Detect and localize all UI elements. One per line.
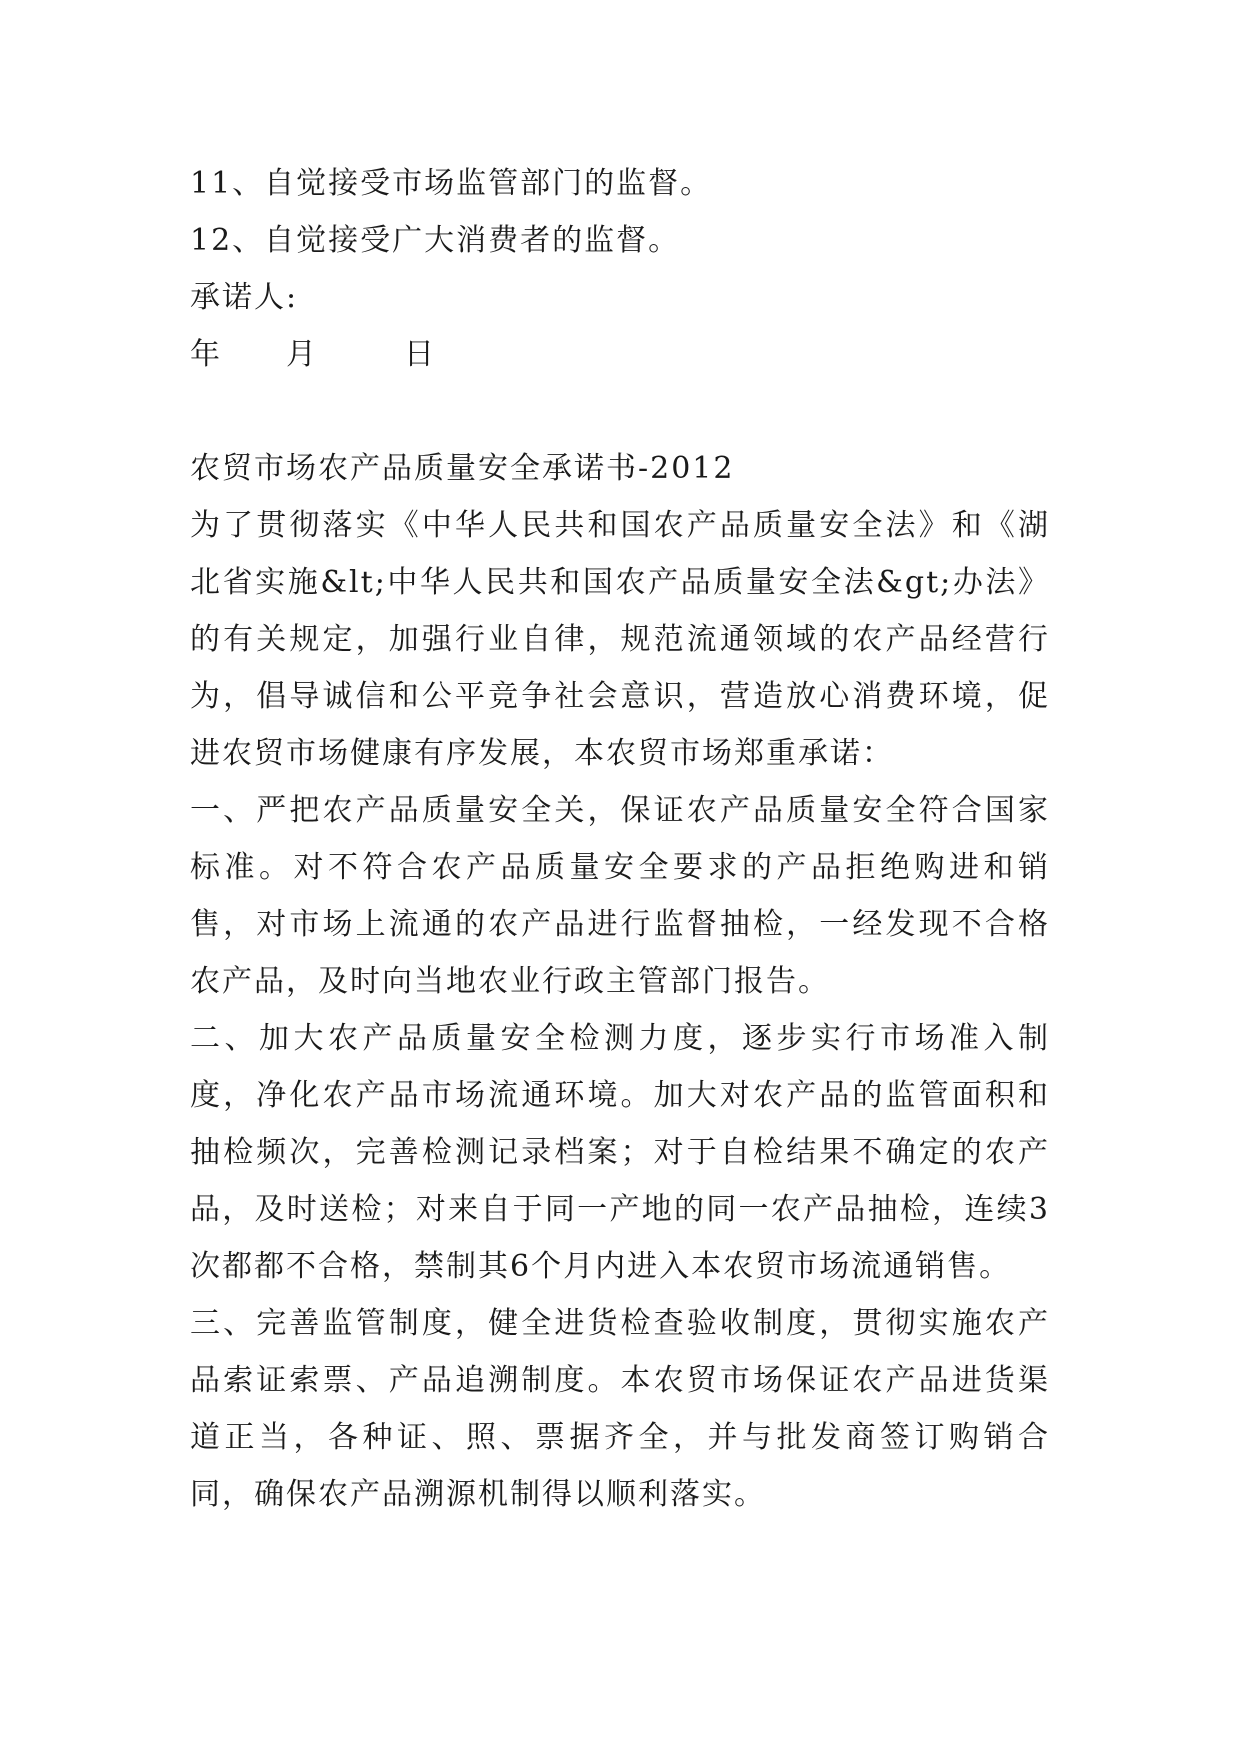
list-item: 11、自觉接受市场监管部门的监督。 bbox=[190, 166, 713, 201]
intro-paragraph: 为了贯彻落实《中华人民共和国农产品质量安全法》和《湖北省实施&lt;中华人民共和国农产品质量安全法&gt;办法》的有关规定，加强行业自律，规范流通领域的农产品经营行为，倡导诚信和公平竞争社会意识，营造放心消费环境，促进农贸市场健康有序发展，本农贸市场郑重承诺： bbox=[190, 508, 1050, 771]
clause-paragraph: 二、加大农产品质量安全检测力度，逐步实行市场准入制度，净化农产品市场流通环境。加大对农产品的监管面积和抽检频次，完善检测记录档案；对于自检结果不确定的农产品，及时送检；对来自于同一产地的同一农产品抽检，连续3次都都不合格，禁制其6个月内进入本农贸市场流通销售。 bbox=[190, 1021, 1050, 1284]
list-item: 12、自觉接受广大消费者的监督。 bbox=[190, 223, 681, 258]
clause-paragraph: 三、完善监管制度，健全进货检查验收制度，贯彻实施农产品索证索票、产品追溯制度。本农贸市场保证农产品进货渠道正当，各种证、照、票据齐全，并与批发商签订购销合同，确保农产品溯源机制得以顺利落实。 bbox=[190, 1306, 1050, 1512]
document-title: 农贸市场农产品质量安全承诺书-2012 bbox=[190, 451, 735, 486]
section-spacer bbox=[190, 383, 1050, 440]
document-body bbox=[190, 155, 1050, 1523]
date-day: 日 bbox=[404, 337, 436, 372]
date-year: 年 bbox=[190, 337, 222, 372]
date-month: 月 bbox=[286, 337, 318, 372]
date-line bbox=[190, 326, 1050, 383]
signer-label: 承诺人: bbox=[190, 280, 299, 315]
clause-paragraph: 一、严把农产品质量安全关，保证农产品质量安全符合国家标准。对不符合农产品质量安全要求的产品拒绝购进和销售，对市场上流通的农产品进行监督抽检，一经发现不合格农产品，及时向当地农业行政主管部门报告。 bbox=[190, 793, 1050, 999]
